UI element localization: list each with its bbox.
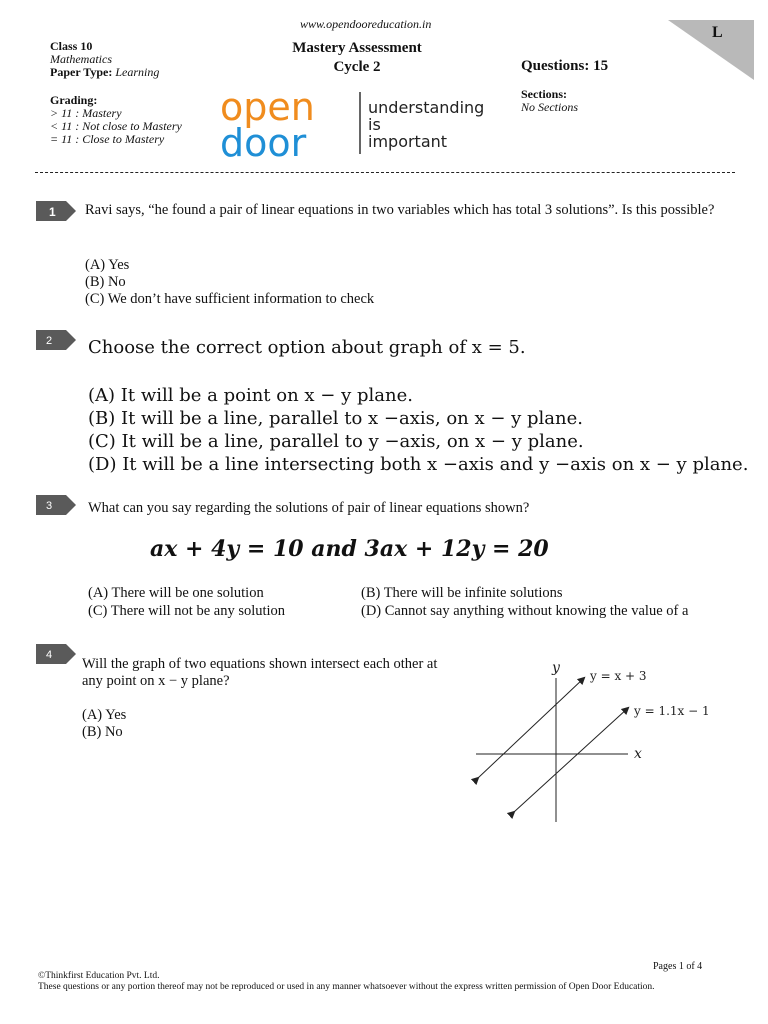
logo-word-open: open [220,88,315,129]
option: (C) It will be a line, parallel to y −axis, on x − y plane. [88,431,584,452]
paper-type [50,66,250,79]
question-text: What can you say regarding the solutions of pair of linear equations shown? [88,500,530,516]
corner-triangle [668,20,754,80]
line-2 [514,708,628,812]
line-2-label: y = 1.1x − 1 [634,704,710,718]
paper-type-value: Learning [115,65,160,79]
corner-tab [668,20,754,80]
page-title: Mastery Assessment [292,40,422,56]
sections-value: No Sections [521,100,578,114]
question-text [82,656,482,690]
page-title-block [262,39,452,77]
footer-text [38,971,655,993]
site-url: www.opendooreducation.in [300,17,432,31]
question-text: Choose the correct option about graph of x = 5. [88,337,526,358]
question-badge [36,644,76,664]
page-count: Pages 1 of 4 [653,961,703,972]
question-number: 4 [46,649,53,661]
question-number: 1 [49,205,56,219]
logo-tagline-3: important [368,132,448,151]
subject-label: Mathematics [50,52,112,66]
corner-letter: L [712,24,723,41]
option: (A) Yes [82,707,127,723]
question-badge [36,330,76,350]
sections-block [521,88,578,114]
sections-label: Sections: [521,87,567,101]
grading-item: > 11 : Mastery [50,106,122,120]
header-divider [35,172,735,173]
option: (A) Yes [85,257,130,273]
logo-tagline-1: understanding [368,98,485,117]
option: (A) There will be one solution [88,585,264,601]
header-left [50,40,250,79]
legal-notice: These questions or any portion thereof may not be reproduced or used in any manner whatsoever without the express written permission of Open Door Education. [38,982,655,992]
option: (D) Cannot say anything without knowing the value of a [361,603,689,619]
question-options [82,707,126,741]
grading-block [50,94,182,146]
option: (B) No [82,724,123,740]
option: (B) It will be a line, parallel to x −axis, on x − y plane. [88,408,584,429]
copyright: ©Thinkfirst Education Pvt. Ltd. [38,971,160,981]
equation: ax + 4y = 10 and 3ax + 12y = 20 [150,536,549,562]
question-text-line: Will the graph of two equations shown intersect each other at [82,656,438,672]
question-number: 3 [46,500,53,512]
paper-type-label: Paper Type: [50,65,113,79]
question-text-line: any point on x − y plane? [82,673,230,689]
logo-tagline-2: is [368,115,381,134]
option: (A) It will be a point on x − y plane. [88,385,413,406]
option: (B) There will be infinite solutions [361,585,563,601]
option: (C) We don’t have sufficient information to check [85,291,375,307]
grading-item: < 11 : Not close to Mastery [50,119,182,133]
grading-label: Grading: [50,93,98,107]
questions-count: Questions: 15 [521,58,609,74]
option: (C) There will not be any solution [88,603,286,619]
question-options [85,257,374,308]
question-badge [36,201,76,221]
option: (B) No [85,274,126,290]
question-options [88,384,748,476]
class-label: Class 10 [50,39,93,53]
x-axis-label: x [634,746,642,762]
line-1-label: y = x + 3 [590,669,647,683]
lines-graph [460,650,730,840]
logo-word-door: door [220,121,307,160]
cycle-label: Cycle 2 [333,59,381,75]
y-axis-label: y [552,660,560,676]
open-door-logo [218,88,488,160]
grading-item: = 11 : Close to Mastery [50,132,165,146]
question-number: 2 [46,335,53,347]
question-text: Ravi says, “he found a pair of linear equations in two variables which has total 3 solutions”. Is this possible? [85,202,715,218]
option: (D) It will be a line intersecting both x −axis and y −axis on x − y plane. [88,454,749,475]
question-badge [36,495,76,515]
